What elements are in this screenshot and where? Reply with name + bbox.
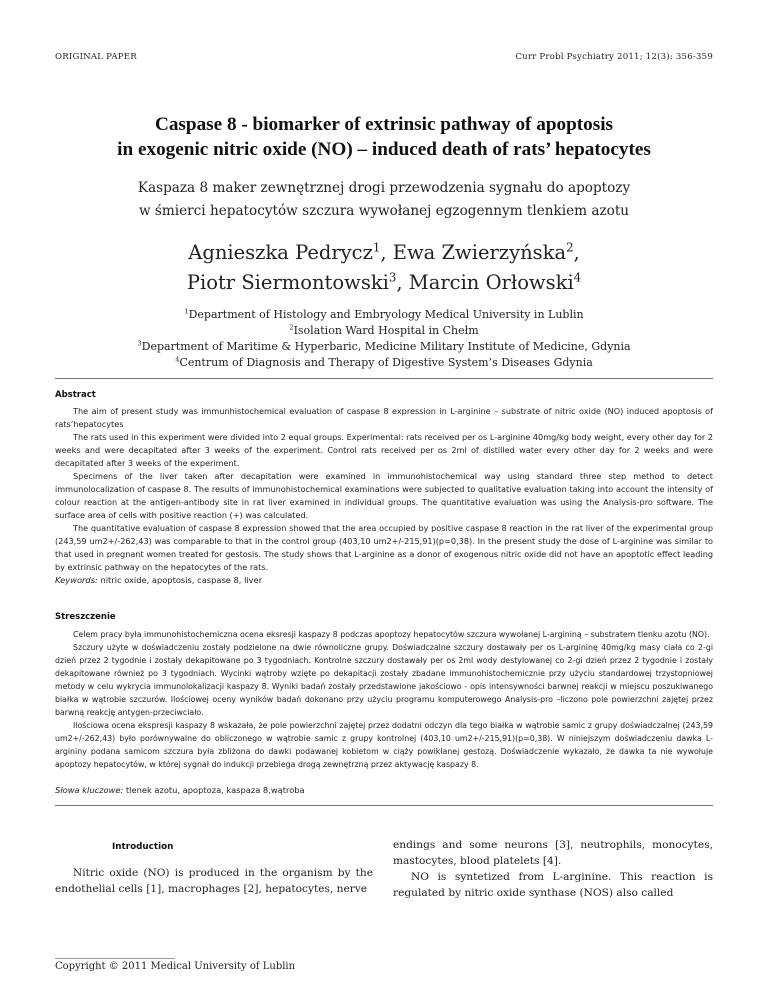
slowa-kluczowe-label: Słowa kluczowe: — [55, 785, 124, 795]
keywords-text: nitric oxide, apoptosis, caspase 8, liver — [100, 575, 263, 585]
affiliation-mark: 1 — [184, 307, 189, 316]
affiliation-text: Department of Histology and Embryology Medical University in Lublin — [188, 308, 584, 321]
streszczenie-heading: Streszczenie — [55, 612, 116, 622]
slowa-kluczowe-line — [55, 785, 305, 795]
author-separator: , — [380, 241, 393, 264]
copyright-notice: Copyright © 2011 Medical University of Lublin — [55, 961, 296, 972]
author-affiliation-mark: 2 — [566, 240, 574, 255]
keywords-label: Keywords: — [55, 575, 98, 585]
affiliation-2 — [0, 324, 768, 337]
affiliation-mark: 4 — [175, 355, 180, 364]
paper-title-line-2: in exogenic nitric oxide (NO) – induced death of rats’ hepatocytes — [117, 139, 651, 160]
affiliation-text: Department of Maritime & Hyperbaric, Medicine Military Institute of Medicine, Gdynia — [141, 340, 631, 353]
running-header-left: ORIGINAL PAPER — [55, 52, 137, 62]
abstract-paragraph: The aim of present study was immunhistochemical evaluation of caspase 8 expression in L-arginine – substrate of nitric oxide (NO) induced apoptosis of rats’hepatocytes — [55, 406, 713, 429]
introduction-paragraph-continued: endings and some neurons [3], neutrophils, monocytes, mastocytes, blood platelets [4]. — [393, 839, 713, 867]
streszczenie-paragraph: Celem pracy była immunohistochemiczna ocena eksresji kaspazy 8 podczas apoptozy hepatocytów szczura wywołanej L-argininą – substratem tlenku azotu (NO). — [73, 630, 710, 639]
affiliation-1 — [0, 308, 768, 321]
affiliation-text: Isolation Ward Hospital in Chełm — [293, 324, 479, 337]
introduction-paragraph: NO is syntetized from L-arginine. This reaction is regulated by nitric oxide synthase (NOS) also called — [393, 871, 713, 899]
authors-line-2 — [0, 271, 768, 294]
footer-rule — [55, 958, 175, 959]
author-affiliation-mark: 1 — [372, 240, 381, 255]
author-affiliation-mark: 4 — [573, 270, 582, 285]
streszczenie-paragraph: Szczury użyte w doświadczeniu zostały podzielone na dwie równoliczne grupy. Doświadczalne szczury dostawały per os L-argininę 40mg/kg masy ciała co 2-gi dzień przez 2 tygodnie i zostały dekapitowane po 3 tygodniach. Kontrolne szczury dostawały per os 2ml wody destylowanej co 2-gi dzień przez 2 tygodnie i zostały dekapitowane również po 3 tygodniach. Wycinki wątroby wzięte po dekapitacji zostały zbadane immunohistochemicznie przy użyciu standardowej trzystopniowej metody w celu wykrycia immunolokalizacji kaspazy 8. Wyniki badań zostały przedstawione jakościowo - opis intensywności barwnej reakcji w miejscu poszukiwanego białka w wątrobie szczurów. Ilościowej oceny wyników badań dokonano przy użyciu programu komputerowego Analysis-pro –liczono pole powierzchni zajętej przez barwną reakcję antygen-przeciwciało. — [55, 643, 713, 717]
introduction-right-column — [393, 837, 713, 901]
affiliation-text: Centrum of Diagnosis and Therapy of Digestive System’s Diseases Gdynia — [179, 356, 593, 369]
streszczenie-paragraph: Ilościowa ocena ekspresji kaspazy 8 wskazała, że pole powierzchni zajętej przez dodatni odczyn dla tego białka w wątrobie samic z grupy doświadczalnej (243,59 um2+/-262,43) było porównywalne do obliczonego w wątrobie samic z grupy kontrolnej (403,10 um2+/-215,91)(p=0,38). W niniejszym doświadczeniu dawka L-argininy podana samicom szczura była zbliżona do dawki podawanej kobietom w ciąży powikłanej gestozą. Doświadczenie wykazało, że dawka ta nie wywołuje apoptozy hepatocytów, w której sygnał do indukcji przebiega drogą zewnętrzną przez aktywację kaspazy 8. — [55, 721, 713, 769]
author-name: Ewa Zwierzyńska — [392, 241, 567, 264]
abstract-top-rule — [55, 378, 713, 379]
introduction-left-column — [55, 865, 373, 897]
introduction-heading: Introduction — [112, 842, 174, 852]
author-separator: , — [396, 271, 409, 294]
abstract-bottom-rule — [55, 805, 713, 806]
paper-title-line-1: Caspase 8 - biomarker of extrinsic pathway of apoptosis — [154, 114, 614, 135]
author-name: Marcin Orłowski — [408, 271, 574, 294]
affiliation-mark: 3 — [137, 339, 142, 348]
affiliation-mark: 2 — [289, 323, 294, 332]
abstract-heading: Abstract — [55, 390, 96, 400]
affiliation-3 — [0, 340, 768, 353]
author-separator: , — [573, 241, 580, 264]
author-name: Piotr Siermontowski — [186, 271, 389, 294]
abstract-paragraph: Specimens of the liver taken after decapitation were examined in immunohistochemical way using standard three step method to detect immunolocalization of caspase 8. The results of immunohistochemical examinations were subjected to qualitative evaluation taking into account the intensity of colour reaction at the antigen-antibody site in rat liver examined in individual groups. The quantitative evaluation was using the Analysis-pro software. The surface area of cells with positive reaction (+) was calculated. — [55, 471, 713, 520]
slowa-kluczowe-text: tlenek azotu, apoptoza, kaspaza 8,wątroba — [125, 785, 305, 795]
running-header-right: Curr Probl Psychiatry 2011; 12(3): 356-359 — [515, 52, 713, 62]
abstract-body — [55, 405, 713, 574]
affiliation-4 — [0, 356, 768, 369]
polish-title-line-1: Kaspaza 8 maker zewnętrznej drogi przewodzenia sygnału do apoptozy — [137, 180, 631, 196]
keywords-line — [55, 575, 262, 585]
polish-title-line-2: w śmierci hepatocytów szczura wywołanej egzogennym tlenkiem azotu — [138, 203, 630, 219]
abstract-paragraph: The rats used in this experiment were divided into 2 equal groups. Experimental: rats received per os L-arginine 40mg/kg body weight, every other day for 2 weeks and were decapitated after 3 weeks of the experiment. Control rats received per os 2ml of distilled water every other day for 2 weeks and were decapitated after 3 weeks of the experiment. — [55, 432, 713, 468]
streszczenie-body — [55, 628, 713, 771]
authors-line-1 — [0, 241, 768, 264]
introduction-paragraph: Nitric oxide (NO) is produced in the organism by the endothelial cells [1], macrophages [2], hepatocytes, nerve — [55, 867, 373, 895]
author-affiliation-mark: 3 — [388, 270, 397, 285]
author-name: Agnieszka Pedrycz — [188, 241, 373, 264]
abstract-paragraph: The quantitative evaluation of caspase 8 expression showed that the area occupied by positive caspase 8 reaction in the rat liver of the experimental group (243,59 um2+/-262,43) was comparable to that in the control group (403,10 um2+/-215,91)(p=0,38). In the present study the dose of L-arginine was similar to that used in pregnant women treated for gestosis. The study shows that L-arginine as a donor of exogenous nitric oxide did not have an apoptotic effect leading by extrinsic pathway on the hepatocytes of the rats. — [55, 523, 713, 572]
